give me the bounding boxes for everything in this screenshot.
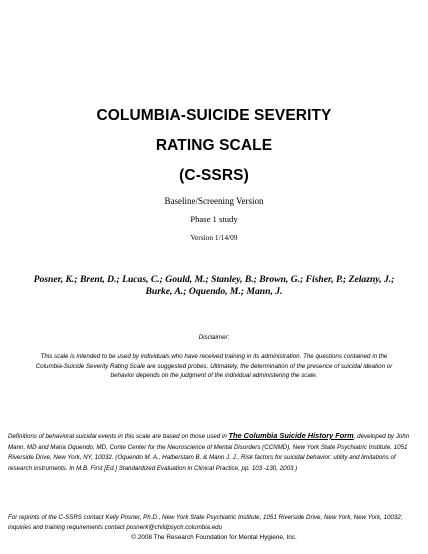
disclaimer-label: Disclaimer:: [198, 334, 230, 341]
study-label: Phase 1 study: [190, 214, 238, 224]
authors: [22, 274, 406, 298]
definitions-prefix: Definitions of behavioral suicidal events in this scale are based on those used in: [8, 433, 229, 440]
definitions-paragraph: [8, 431, 420, 474]
title-line-3: (C-SSRS): [179, 167, 249, 184]
reprints-paragraph: For reprints of the C-SSRS contact Kelly Posner, Ph.D., New York State Psychiatric Institute, 1051 Riverside Drive, New York, New York, 10032; inquiries and training requirements contact posnerk@childpsych.columbia.edu: [8, 514, 403, 531]
authors-line-1: Posner, K.; Brent, D.; Lucas, C.; Gould, M.; Stanley, B.; Brown, G.; Fisher, P.; Zelazny, J.;: [33, 274, 395, 285]
copyright: © 2008 The Research Foundation for Mental Hygiene, Inc.: [131, 534, 297, 541]
version-label: Baseline/Screening Version: [164, 196, 264, 206]
authors-line-2: Burke, A.; Oquendo, M.; Mann, J.: [145, 286, 283, 297]
title-line-1: COLUMBIA-SUICIDE SEVERITY: [96, 107, 332, 124]
title-line-2: RATING SCALE: [155, 137, 273, 154]
version-date: Version 1/14/09: [190, 233, 238, 242]
disclaimer-text: This scale is intended to be used by individuals who have received training in its administration. The questions contained in the Columbia-Suicide Severity Rating Scale are suggested probes. Ultimately, the determination of the presence of suicidal ideation or behavior depends on the judgment of the individual administering the scale.: [35, 353, 393, 379]
definitions-rest: , developed by John Mann, MD and Maria Oquendo, MD, Conte Center for the Neuroscience of Mental Disorders (CCNMD), New York State Psychiatric Institute, 1051 Riverside Drive, New York, NY, 10032. (Oquendo M. A., Halberstam B. & Mann J. J., Risk factors for suicidal behavior: utility and limitations of research instruments. In M.B. First [Ed.] Standardized Evaluation in Clinical Practice, pp. 103 -130, 2003.): [8, 433, 410, 472]
columbia-suicide-history-form-link[interactable]: The Columbia Suicide History Form: [228, 431, 354, 440]
